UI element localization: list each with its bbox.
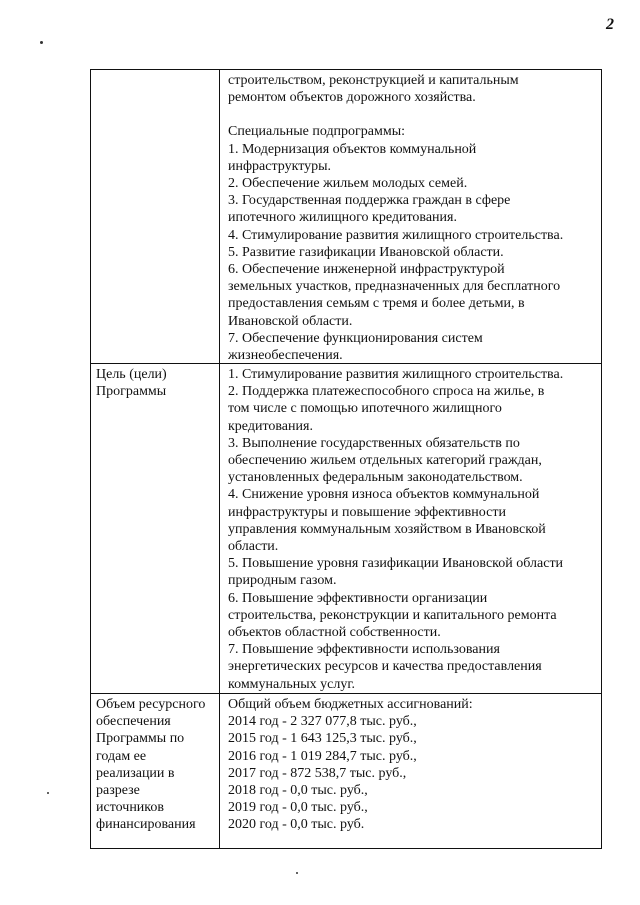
text-line: 4. Снижение уровня износа объектов коммунальной	[228, 487, 540, 503]
text-line: Общий объем бюджетных ассигнований:	[228, 697, 473, 712]
page-number: 2	[606, 16, 614, 33]
text-line: 1. Модернизация объектов коммунальной	[228, 141, 477, 157]
text-line: 3. Государственная поддержка граждан в сфере	[228, 193, 511, 209]
text-line: инфраструктуры и повышение эффективности	[228, 504, 506, 520]
text-line: 7. Обеспечение функционирования систем	[228, 330, 483, 346]
text-line: жизнеобеспечения.	[228, 348, 343, 364]
text-line: Ивановской области.	[228, 313, 353, 329]
row-label-line: Программы по	[96, 731, 185, 747]
scan-speck	[47, 792, 49, 794]
text-line: 5. Развитие газификации Ивановской области.	[228, 244, 504, 260]
text-line: земельных участков, предназначенных для бесплатного	[228, 279, 561, 295]
table-row-subprograms	[91, 70, 601, 363]
text-line: объектов областной собственности.	[228, 625, 441, 641]
text-line: 6. Обеспечение инженерной инфраструктурой	[228, 262, 505, 278]
text-line: 7. Повышение эффективности использования	[228, 642, 500, 658]
scan-speck	[40, 41, 43, 44]
row-label-line: Программы	[96, 384, 167, 400]
text-line: 6. Повышение эффективности организации	[228, 590, 488, 606]
row-label-line: реализации в	[96, 765, 175, 781]
text-line: 4. Стимулирование развития жилищного строительства.	[228, 227, 564, 243]
scan-speck	[296, 872, 298, 874]
table-row-goals	[91, 363, 601, 694]
text-line: 2016 год - 1 019 284,7 тыс. руб.,	[228, 748, 417, 764]
row-label-cell	[91, 70, 220, 363]
text-line: 2. Поддержка платежеспособного спроса на жилье, в	[228, 384, 545, 400]
row-label-cell	[91, 694, 220, 848]
row-label-line: Объем ресурсного	[96, 697, 206, 712]
row-label-line: финансирования	[96, 817, 196, 833]
row-content-cell	[220, 70, 601, 363]
text-line: 2018 год - 0,0 тыс. руб.,	[228, 783, 368, 799]
program-passport-table	[90, 69, 602, 849]
text-line: 2020 год - 0,0 тыс. руб.	[228, 817, 365, 833]
text-line: 2015 год - 1 643 125,3 тыс. руб.,	[228, 731, 417, 747]
text-line: коммунальных услуг.	[228, 676, 356, 692]
row-label-line: обеспечения	[96, 714, 171, 730]
text-line	[228, 106, 597, 123]
text-line: установленных федеральным законодательством.	[228, 470, 523, 486]
row-content-cell	[220, 364, 601, 694]
text-line: 1. Стимулирование развития жилищного строительства.	[228, 367, 564, 382]
text-line: ипотечного жилищного кредитования.	[228, 210, 457, 226]
text-line: управления коммунальным хозяйством в Ивановской	[228, 521, 546, 537]
text-line: 2014 год - 2 327 077,8 тыс. руб.,	[228, 714, 417, 730]
text-line: 2019 год - 0,0 тыс. руб.,	[228, 800, 368, 816]
row-label-line: источников	[96, 800, 165, 816]
text-line: инфраструктуры.	[228, 158, 332, 174]
table-row-funding	[91, 693, 601, 848]
text-line: 2017 год - 872 538,7 тыс. руб.,	[228, 765, 407, 781]
text-line: 2. Обеспечение жильем молодых семей.	[228, 176, 468, 192]
text-line: строительства, реконструкции и капитального ремонта	[228, 607, 557, 623]
row-label-line: разрезе	[96, 783, 140, 799]
text-line: ремонтом объектов дорожного хозяйства.	[228, 90, 476, 106]
row-label-cell	[91, 364, 220, 694]
text-line: кредитования.	[228, 418, 313, 434]
text-line: 5. Повышение уровня газификации Ивановской области	[228, 556, 564, 572]
text-line: предоставления семьям с тремя и более детьми, в	[228, 296, 525, 312]
text-line: строительством, реконструкцией и капитальным	[228, 73, 519, 88]
row-content-cell	[220, 694, 601, 848]
text-line: энергетических ресурсов и качества предоставления	[228, 659, 542, 675]
row-label-line: годам ее	[96, 748, 147, 764]
text-line: том числе с помощью ипотечного жилищного	[228, 401, 502, 417]
row-label-line: Цель (цели)	[96, 367, 167, 382]
text-line: обеспечению жильем отдельных категорий граждан,	[228, 453, 542, 469]
text-line: природным газом.	[228, 573, 337, 589]
text-line: 3. Выполнение государственных обязательств по	[228, 435, 520, 451]
text-line: области.	[228, 539, 279, 555]
text-line: Специальные подпрограммы:	[228, 124, 406, 140]
